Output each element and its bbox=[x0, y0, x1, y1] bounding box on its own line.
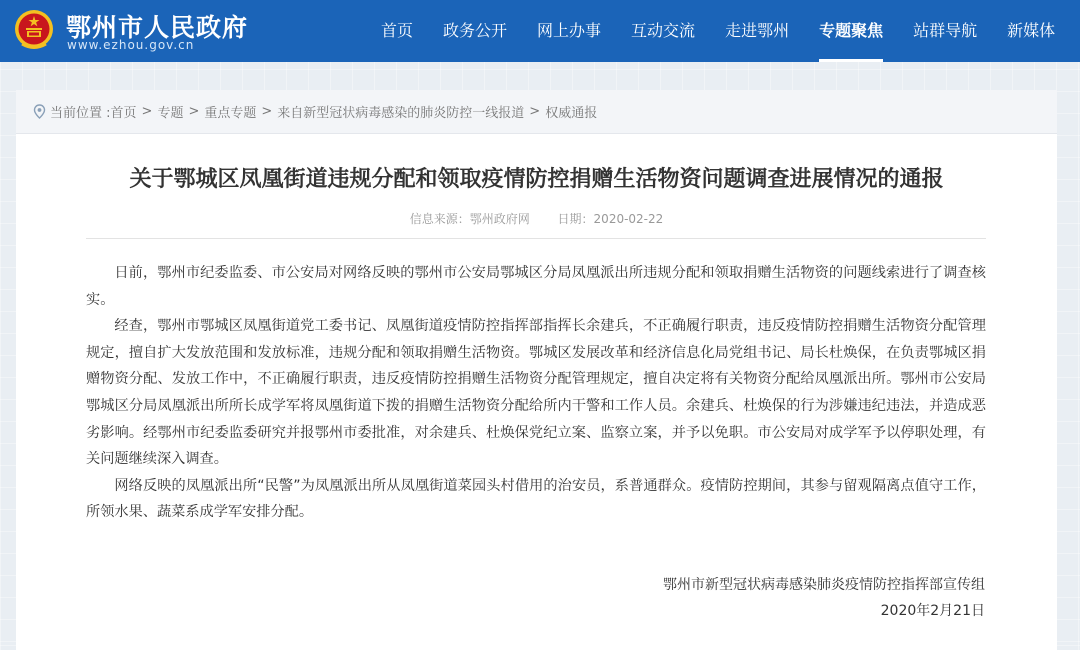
signature-org: 鄂州市新型冠状病毒感染肺炎疫情防控指挥部宣传组 bbox=[663, 577, 985, 593]
nav-interaction[interactable]: 互动交流 bbox=[631, 21, 696, 40]
breadcrumb-key-topics[interactable]: 重点专题 bbox=[204, 106, 257, 121]
breadcrumb-topics[interactable]: 专题 bbox=[157, 106, 184, 121]
nav-site-group[interactable]: 站群导航 bbox=[913, 21, 978, 40]
nav-home[interactable]: 首页 bbox=[381, 21, 414, 40]
site-header bbox=[0, 0, 1080, 62]
article-signature bbox=[663, 572, 985, 624]
breadcrumb-home[interactable]: 首页 bbox=[110, 106, 137, 121]
title-divider bbox=[86, 238, 986, 239]
article-paragraph: 经查，鄂州市鄂城区凤凰街道党工委书记、凤凰街道疫情防控指挥部指挥长余建兵，不正确履行职责，违反疫情防控捐赠生活物资分配管理规定，擅自扩大发放范围和发放标准，违规分配和领取捐赠生活物资。鄂城区发展改革和经济信息化局党组书记、局长杜焕保，在负责鄂城区捐赠物资分配、发放工作中，不正确履行职责，违反疫情防控捐赠生活物资分配管理规定，擅自决定将有关物资分配给凤凰派出所。鄂州市公安局鄂城区分局凤凰派出所所长成学军将凤凰街道下拨的捐赠生活物资分配给所内干警和工作人员。余建兵、杜焕保的行为涉嫌违纪违法，并造成恶劣影响。经鄂州市纪委监委研究并报鄂州市委批准，对余建兵、杜焕保党纪立案、监察立案，并予以免职。市公安局对成学军予以停职处理，有关问题继续深入调查。 bbox=[86, 318, 986, 468]
article-source: 信息来源：鄂州政府网 bbox=[409, 212, 530, 226]
nav-gov-affairs[interactable]: 政务公开 bbox=[443, 21, 508, 40]
article-body bbox=[86, 260, 986, 526]
article-paragraph: 日前，鄂州市纪委监委、市公安局对网络反映的鄂州市公安局鄂城区分局凤凰派出所违规分配和领取捐赠生活物资的问题线索进行了调查核实。 bbox=[86, 265, 986, 308]
main-nav bbox=[366, 0, 1070, 62]
breadcrumb-separator: > bbox=[141, 104, 153, 119]
nav-about-ezhou[interactable]: 走进鄂州 bbox=[725, 21, 790, 40]
article-panel bbox=[16, 90, 1057, 650]
nav-special-topics[interactable]: 专题聚焦 bbox=[804, 0, 898, 62]
article-date: 日期：2020-02-22 bbox=[557, 212, 664, 226]
location-pin-icon bbox=[33, 104, 46, 119]
signature-date: 2020年2月21日 bbox=[880, 603, 985, 619]
nav-new-media[interactable]: 新媒体 bbox=[1007, 21, 1056, 40]
site-domain: www.ezhou.gov.cn bbox=[67, 38, 195, 52]
breadcrumb-official-notices[interactable]: 权威通报 bbox=[545, 106, 598, 121]
nav-online-services[interactable]: 网上办事 bbox=[537, 21, 602, 40]
site-name[interactable]: 鄂州市人民政府 bbox=[66, 13, 249, 42]
article-meta bbox=[16, 210, 1057, 227]
breadcrumb bbox=[16, 90, 1057, 134]
article-title: 关于鄂城区凤凰街道违规分配和领取疫情防控捐赠生活物资问题调查进展情况的通报 bbox=[129, 167, 944, 192]
breadcrumb-separator: > bbox=[529, 104, 541, 119]
breadcrumb-separator: > bbox=[188, 104, 200, 119]
breadcrumb-prefix: 当前位置 : bbox=[50, 106, 111, 121]
breadcrumb-separator: > bbox=[261, 104, 273, 119]
national-emblem-icon[interactable] bbox=[13, 8, 55, 52]
breadcrumb-frontline-reports[interactable]: 来自新型冠状病毒感染的肺炎防控一线报道 bbox=[277, 106, 525, 121]
article-paragraph: 网络反映的凤凰派出所“民警”为凤凰派出所从凤凰街道菜园头村借用的治安员，系普通群众。疫情防控期间，其参与留观隔离点值守工作，所领水果、蔬菜系成学军安排分配。 bbox=[86, 477, 986, 521]
